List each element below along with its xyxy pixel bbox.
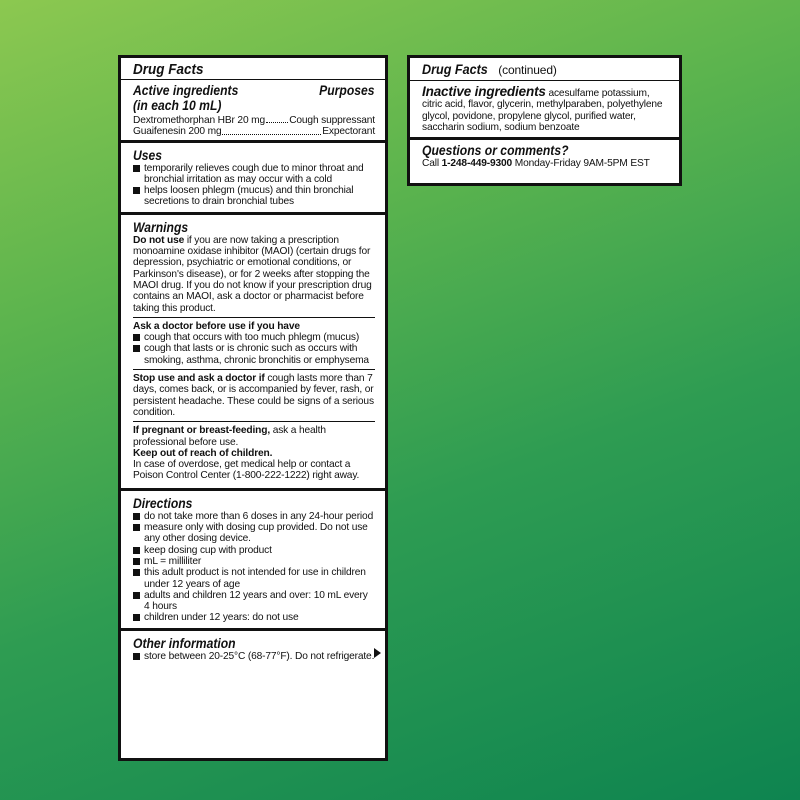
continue-arrow-icon <box>374 648 381 658</box>
list-item: cough that occurs with too much phlegm (mucus) <box>133 332 375 343</box>
inactive-ingredients-section <box>410 81 679 137</box>
active-ingredients-subheading: (in each 10 mL) <box>133 98 222 113</box>
other-information-heading: Other information <box>133 635 236 651</box>
warnings-heading: Warnings <box>133 219 189 235</box>
active-ingredients-heading: Active ingredients <box>133 83 239 98</box>
list-item: this adult product is not intended for use in children under 12 years of age <box>133 567 375 590</box>
call-line <box>422 158 669 169</box>
active-ingredient-row <box>133 115 375 126</box>
do-not-use-paragraph <box>133 235 375 314</box>
list-item: children under 12 years: do not use <box>133 612 375 623</box>
list-item: adults and children 12 years and over: 10 mL every 4 hours <box>133 590 375 613</box>
continued-title-row <box>410 58 679 81</box>
call-hours: Monday-Friday 9AM-5PM EST <box>512 158 650 170</box>
directions-section <box>121 488 385 628</box>
drug-facts-panel <box>118 55 388 761</box>
do-not-use-text: if you are now taking a prescription monoamine oxidase inhibitor (MAOI) (certain drugs for depression, psychiatric or emotional conditions, or Parkinson's disease), or for 2 weeks after stopping the MAOI drug. If you do not know if your prescription drug contains an MAOI, ask a doctor or pharmacist before taking this product. <box>133 234 372 314</box>
stop-use-text: cough lasts more than 7 days, comes back, or is accompanied by fever, rash, or persistent headache. These could be signs of a serious condition. <box>133 373 374 418</box>
do-not-use-label: Do not use <box>133 234 185 246</box>
questions-heading: Questions or comments? <box>422 143 569 159</box>
keep-out-of-reach: Keep out of reach of children. <box>133 447 273 459</box>
inactive-ingredients-text: acesulfame potassium, citric acid, flavor, glycerin, methylparaben, polyethylene glycol, povidone, propylene glycol, purified water, saccharin sodium, sodium benzoate <box>422 88 663 133</box>
list-item: do not take more than 6 doses in any 24-hour period <box>133 511 375 522</box>
uses-heading: Uses <box>133 147 163 163</box>
continued-suffix: (continued) <box>495 63 557 77</box>
continued-title: Drug Facts <box>422 61 488 77</box>
drug-facts-continued-panel <box>407 55 682 186</box>
inactive-ingredients-heading: Inactive ingredients <box>422 84 546 99</box>
uses-section <box>121 140 385 212</box>
ingredient-purpose: Cough suppressant <box>289 115 375 126</box>
phone-number: 1-248-449-9300 <box>441 158 513 170</box>
ingredient-purpose: Expectorant <box>322 126 375 138</box>
questions-section <box>410 137 679 171</box>
call-prefix: Call <box>422 158 442 170</box>
list-item: store between 20-25°C (68-77°F). Do not refrigerate. <box>133 651 375 662</box>
ask-doctor-heading: Ask a doctor before use if you have <box>133 320 300 332</box>
ingredient-name: Dextromethorphan HBr 20 mg <box>133 115 265 126</box>
pregnant-label: If pregnant or breast-feeding, <box>133 425 271 437</box>
list-item: measure only with dosing cup provided. Do not use any other dosing device. <box>133 522 375 545</box>
purposes-heading: Purposes <box>319 83 375 98</box>
ask-doctor-block <box>133 317 375 366</box>
list-item: cough that lasts or is chronic such as occurs with smoking, asthma, chronic bronchitis or emphysema <box>133 343 375 366</box>
drug-facts-title: Drug Facts <box>133 61 204 78</box>
list-item: keep dosing cup with product <box>133 545 375 556</box>
stop-use-block <box>133 369 375 418</box>
pregnant-text: ask a health professional before use. <box>133 425 326 448</box>
other-information-section <box>121 628 385 664</box>
pregnancy-block <box>133 421 375 485</box>
list-item: helps loosen phlegm (mucus) and thin bronchial secretions to drain bronchial tubes <box>133 185 375 208</box>
ingredient-name: Guaifenesin 200 mg <box>133 126 222 138</box>
stop-use-label: Stop use and ask a doctor if <box>133 373 265 385</box>
warnings-section <box>121 212 385 488</box>
directions-heading: Directions <box>133 495 193 511</box>
active-ingredient-row <box>133 126 375 137</box>
active-ingredients-section <box>121 80 385 140</box>
drug-facts-title-row <box>121 58 385 80</box>
overdose-text: In case of overdose, get medical help or contact a Poison Control Center (1-800-222-1222) right away. <box>133 459 360 482</box>
list-item: temporarily relieves cough due to minor throat and bronchial irritation as may occur with a cold <box>133 163 375 186</box>
list-item: mL = milliliter <box>133 556 375 567</box>
